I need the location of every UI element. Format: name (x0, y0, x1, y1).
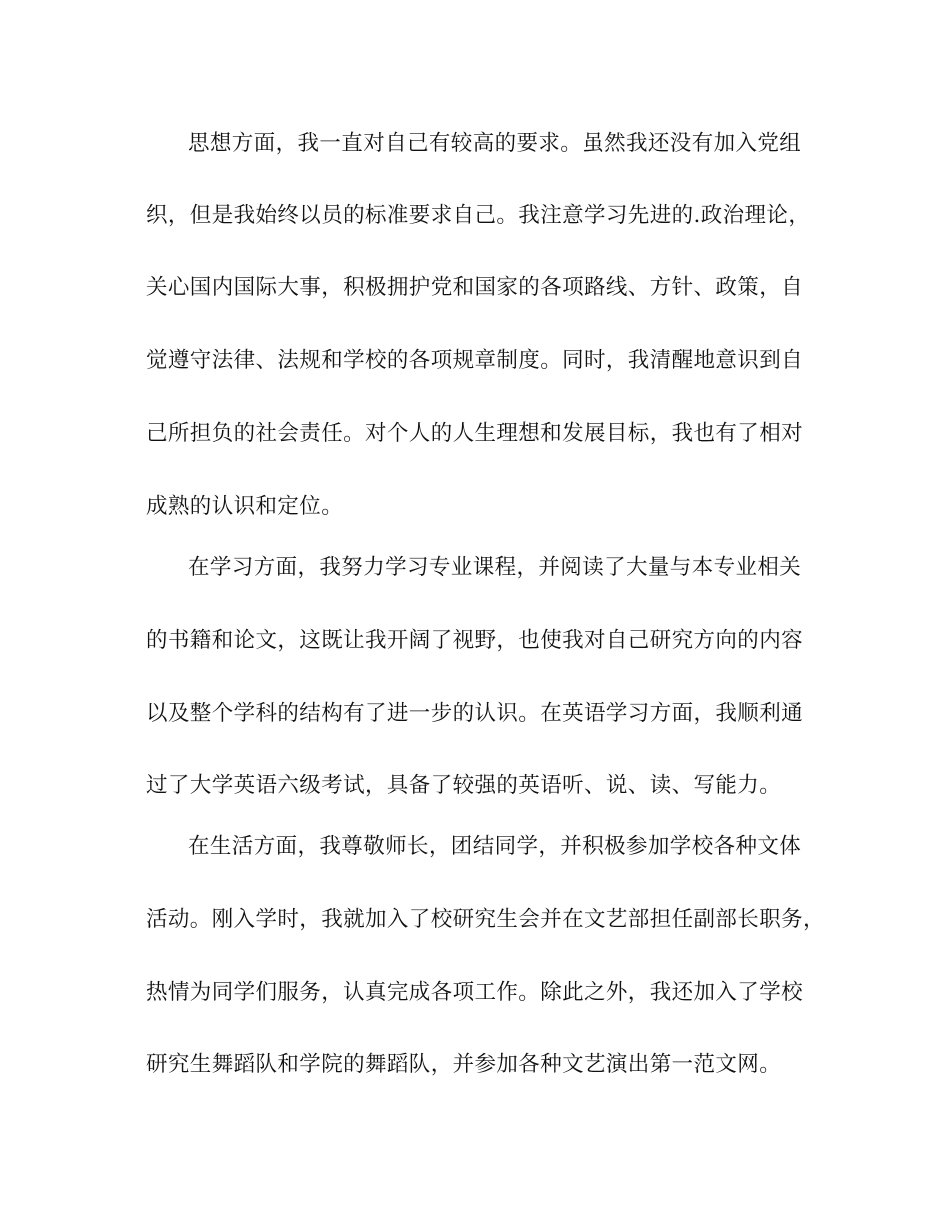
text-line: 织，但是我始终以员的标准要求自己。我注意学习先进的.政治理论， (146, 203, 811, 228)
text-line: 觉遵守法律、法规和学校的各项规章制度。同时，我清醒地意识到自 (146, 348, 804, 373)
text-line: 热情为同学们服务，认真完成各项工作。除此之外，我还加入了学校 (146, 980, 804, 1005)
text-line: 活动。刚入学时，我就加入了校研究生会并在文艺部担任副部长职务， (146, 907, 825, 932)
text-line: 研究生舞蹈队和学院的舞蹈队，并参加各种文艺演出第一范文网。 (146, 1052, 782, 1077)
text-line: 在学习方面，我努力学习专业课程，并阅读了大量与本专业相关 (188, 555, 802, 580)
text-line: 过了大学英语六级考试，具备了较强的英语听、说、读、写能力。 (146, 773, 782, 798)
text-line: 在生活方面，我尊敬师长，团结同学，并积极参加学校各种文体 (188, 834, 802, 859)
text-line: 思想方面，我一直对自己有较高的要求。虽然我还没有加入党组 (188, 131, 802, 156)
text-line: 以及整个学科的结构有了进一步的认识。在英语学习方面，我顺利通 (146, 701, 804, 726)
text-line: 的书籍和论文，这既让我开阔了视野，也使我对自己研究方向的内容 (146, 628, 804, 653)
text-line: 己所担负的社会责任。对个人的人生理想和发展目标，我也有了相对 (146, 421, 804, 446)
text-line: 成熟的认识和定位。 (146, 494, 344, 519)
text-line: 关心国内国际大事，积极拥护党和国家的各项路线、方针、政策，自 (146, 275, 804, 300)
